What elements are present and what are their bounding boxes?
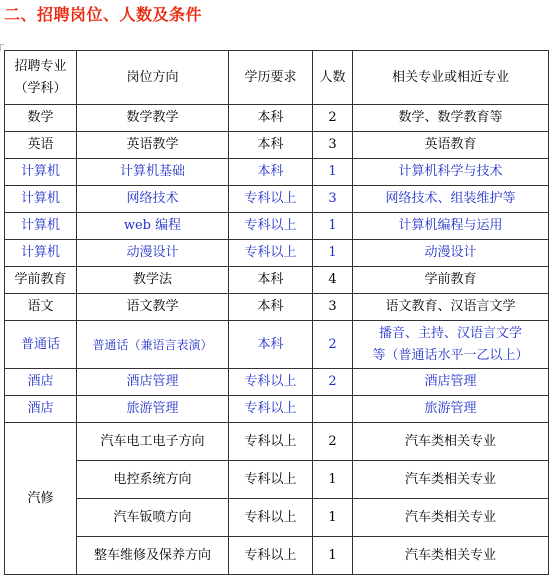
header-count: 人数	[313, 51, 353, 105]
cell-major: 数学	[5, 105, 77, 132]
cell-education: 专科以上	[229, 461, 313, 499]
table-row	[5, 267, 549, 294]
cell-education: 专科以上	[229, 369, 313, 396]
cell-count: 2	[313, 369, 353, 396]
cell-education: 专科以上	[229, 537, 313, 575]
cell-related: 计算机科学与技术	[353, 159, 549, 186]
cell-related: 学前教育	[353, 267, 549, 294]
cell-education: 专科以上	[229, 499, 313, 537]
cell-education: 专科以上	[229, 423, 313, 461]
header-major-line2: （学科）	[14, 80, 67, 96]
cell-position: 汽车电工电子方向	[77, 423, 229, 461]
cell-related	[353, 321, 549, 369]
cell-position: 电控系统方向	[77, 461, 229, 499]
cell-education: 本科	[229, 132, 313, 159]
cell-count: 3	[313, 294, 353, 321]
cell-major: 学前教育	[5, 267, 77, 294]
cell-education: 本科	[229, 267, 313, 294]
cell-major: 计算机	[5, 240, 77, 267]
cell-education: 本科	[229, 294, 313, 321]
cell-related: 旅游管理	[353, 396, 549, 423]
cell-position: 网络技术	[77, 186, 229, 213]
table-row	[5, 240, 549, 267]
cell-major-auto: 汽修	[5, 423, 77, 575]
header-major	[5, 51, 77, 105]
cell-count: 1	[313, 240, 353, 267]
cell-related: 动漫设计	[353, 240, 549, 267]
cell-related: 语文教育、汉语言文学	[353, 294, 549, 321]
table-row	[5, 461, 549, 499]
table-row	[5, 159, 549, 186]
cell-major: 语文	[5, 294, 77, 321]
cell-education: 专科以上	[229, 186, 313, 213]
cell-major: 计算机	[5, 159, 77, 186]
recruitment-table	[4, 50, 549, 575]
cell-position: 旅游管理	[77, 396, 229, 423]
cell-position: web 编程	[77, 213, 229, 240]
cell-major: 计算机	[5, 186, 77, 213]
cell-related: 数学、数学教育等	[353, 105, 549, 132]
cell-related: 汽车类相关专业	[353, 461, 549, 499]
cell-related-line2: 等（普通话水平一乙以上）	[372, 347, 529, 363]
table-row	[5, 213, 549, 240]
cell-related: 汽车类相关专业	[353, 423, 549, 461]
cell-position: 教学法	[77, 267, 229, 294]
cell-education: 本科	[229, 105, 313, 132]
cell-related: 网络技术、组装维护等	[353, 186, 549, 213]
cell-count: 2	[313, 321, 353, 369]
cell-count: 4	[313, 267, 353, 294]
cell-position: 酒店管理	[77, 369, 229, 396]
cell-major: 普通话	[5, 321, 77, 369]
header-major-line1: 招聘专业	[14, 58, 67, 74]
cell-education: 专科以上	[229, 213, 313, 240]
cell-count: 2	[313, 423, 353, 461]
cell-education: 本科	[229, 159, 313, 186]
cell-major: 酒店	[5, 369, 77, 396]
section-title: 二、招聘岗位、人数及条件	[4, 5, 203, 24]
cell-related: 计算机编程与运用	[353, 213, 549, 240]
table-row	[5, 132, 549, 159]
table-row	[5, 499, 549, 537]
cell-count: 3	[313, 132, 353, 159]
cell-count: 1	[313, 213, 353, 240]
cell-position: 动漫设计	[77, 240, 229, 267]
header-row	[5, 51, 549, 105]
table-row	[5, 396, 549, 423]
cell-major: 计算机	[5, 213, 77, 240]
table-row	[5, 321, 549, 369]
table-row	[5, 294, 549, 321]
cell-position: 普通话（兼语言表演）	[77, 321, 229, 369]
cell-major: 英语	[5, 132, 77, 159]
cell-major: 酒店	[5, 396, 77, 423]
cell-related: 汽车类相关专业	[353, 537, 549, 575]
cell-education: 专科以上	[229, 240, 313, 267]
cell-position: 英语教学	[77, 132, 229, 159]
header-related: 相关专业或相近专业	[353, 51, 549, 105]
cell-count: 1	[313, 537, 353, 575]
cell-count: 1	[313, 499, 353, 537]
cell-position: 语文教学	[77, 294, 229, 321]
cell-related: 酒店管理	[353, 369, 549, 396]
cell-position: 计算机基础	[77, 159, 229, 186]
cell-count: 1	[313, 159, 353, 186]
cell-education: 专科以上	[229, 396, 313, 423]
cell-count: 1	[313, 461, 353, 499]
cell-related-line1: 播音、主持、汉语言文学	[378, 325, 522, 341]
cell-position: 数学教学	[77, 105, 229, 132]
header-position: 岗位方向	[77, 51, 229, 105]
cell-position: 整车维修及保养方向	[77, 537, 229, 575]
table-row	[5, 537, 549, 575]
cell-position: 汽车钣喷方向	[77, 499, 229, 537]
table-row	[5, 186, 549, 213]
table-row	[5, 423, 549, 461]
header-education: 学历要求	[229, 51, 313, 105]
table-row	[5, 369, 549, 396]
cell-count: 2	[313, 105, 353, 132]
table-row	[5, 105, 549, 132]
cell-related: 汽车类相关专业	[353, 499, 549, 537]
cell-education: 本科	[229, 321, 313, 369]
cell-count: 3	[313, 186, 353, 213]
cell-count	[313, 396, 353, 423]
cell-related: 英语教育	[353, 132, 549, 159]
